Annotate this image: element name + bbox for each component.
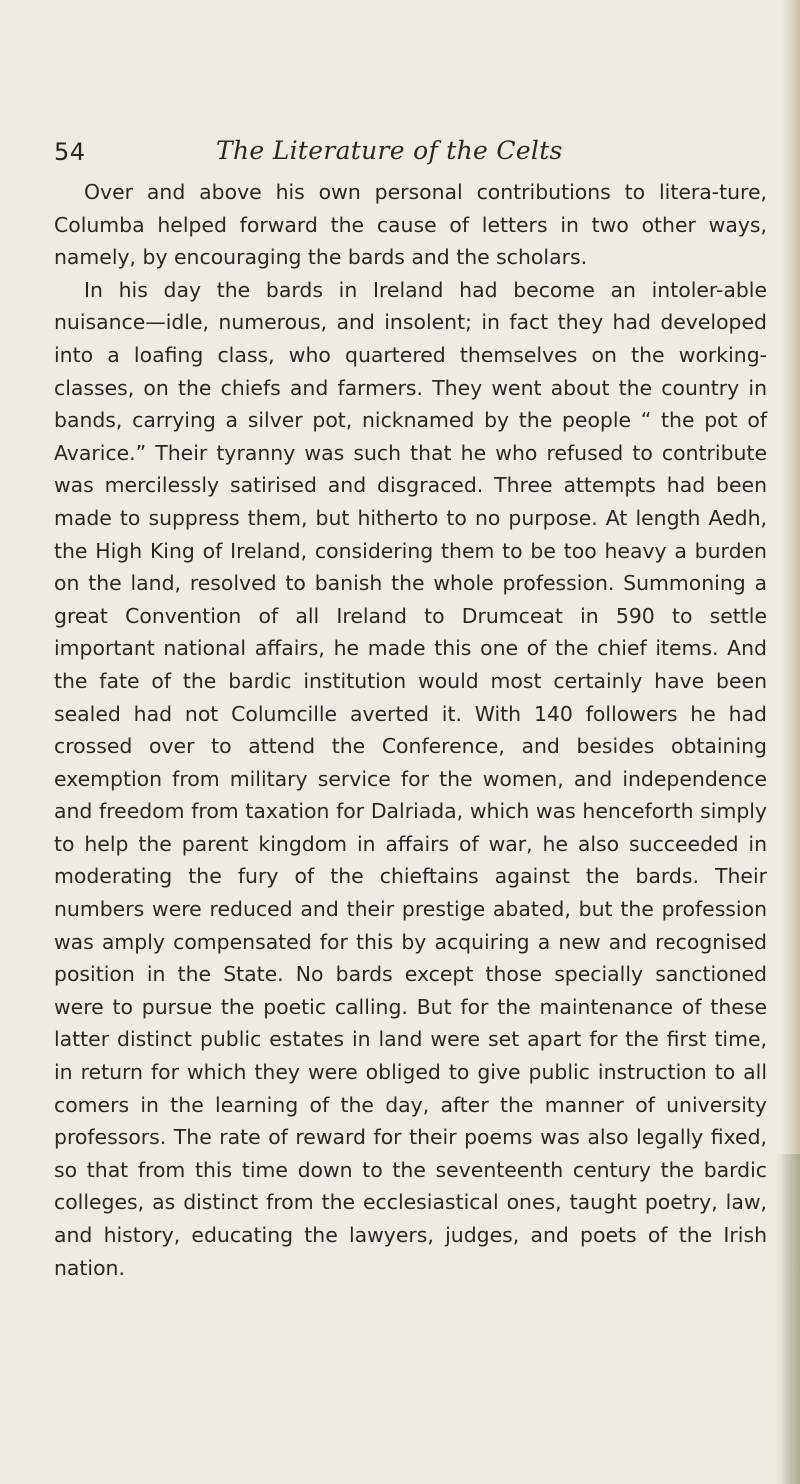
page-number: 54 xyxy=(54,138,86,166)
paragraph: In his day the bards in Ireland had become an intoler-able nuisance—idle, numerous, and insolent; in fact they had developed into a loafing class, who quartered themselves on the working-classes, on the chiefs and farmers. They went about the country in bands, carrying a silver pot, nicknamed by the people “ the pot of Avarice.” Their tyranny was such that he who refused to contribute was mercilessly satirised and disgraced. Three attempts had been made to suppress them, but hitherto to no purpose. At length Aedh, the High King of Ireland, considering them to be too heavy a burden on the land, resolved to banish the whole profession. Summoning a great Convention of all Ireland to Drumceat in 590 to settle important national affairs, he made this one of the chief items. And the fate of the bardic institution would most certainly have been sealed had not Columcille averted it. With 140 followers he had crossed over to attend the Conference, and besides obtaining exemption from military service for the women, and independence and freedom from taxation for Dalriada, which was henceforth simply to help the parent kingdom in affairs of war, he also succeeded in moderating the fury of the chieftains against the bards. Their numbers were reduced and their prestige abated, but the profession was amply compensated for this by acquiring a new and recognised position in the State. No bards except those specially sanctioned were to pursue the poetic calling. But for the maintenance of these latter distinct public estates in land were set apart for the first time, in return for which they were obliged to give public instruction to all comers in the learning of the day, after the manner of university professors. The rate of reward for their poems was also legally fixed, so that from this time down to the seventeenth century the bardic colleges, as distinct from the ecclesiastical ones, taught poetry, law, and history, educating the lawyers, judges, and poets of the Irish nation. xyxy=(54,277,767,1280)
running-title: The Literature of the Celts xyxy=(216,136,563,165)
body-text xyxy=(54,176,767,1284)
page-edge-stain xyxy=(776,1154,800,1484)
running-head xyxy=(54,132,774,176)
paragraph: Over and above his own personal contributions to litera-ture, Columba helped forward the cause of letters in two other ways, namely, by encouraging the bards and the scholars. xyxy=(54,180,767,270)
